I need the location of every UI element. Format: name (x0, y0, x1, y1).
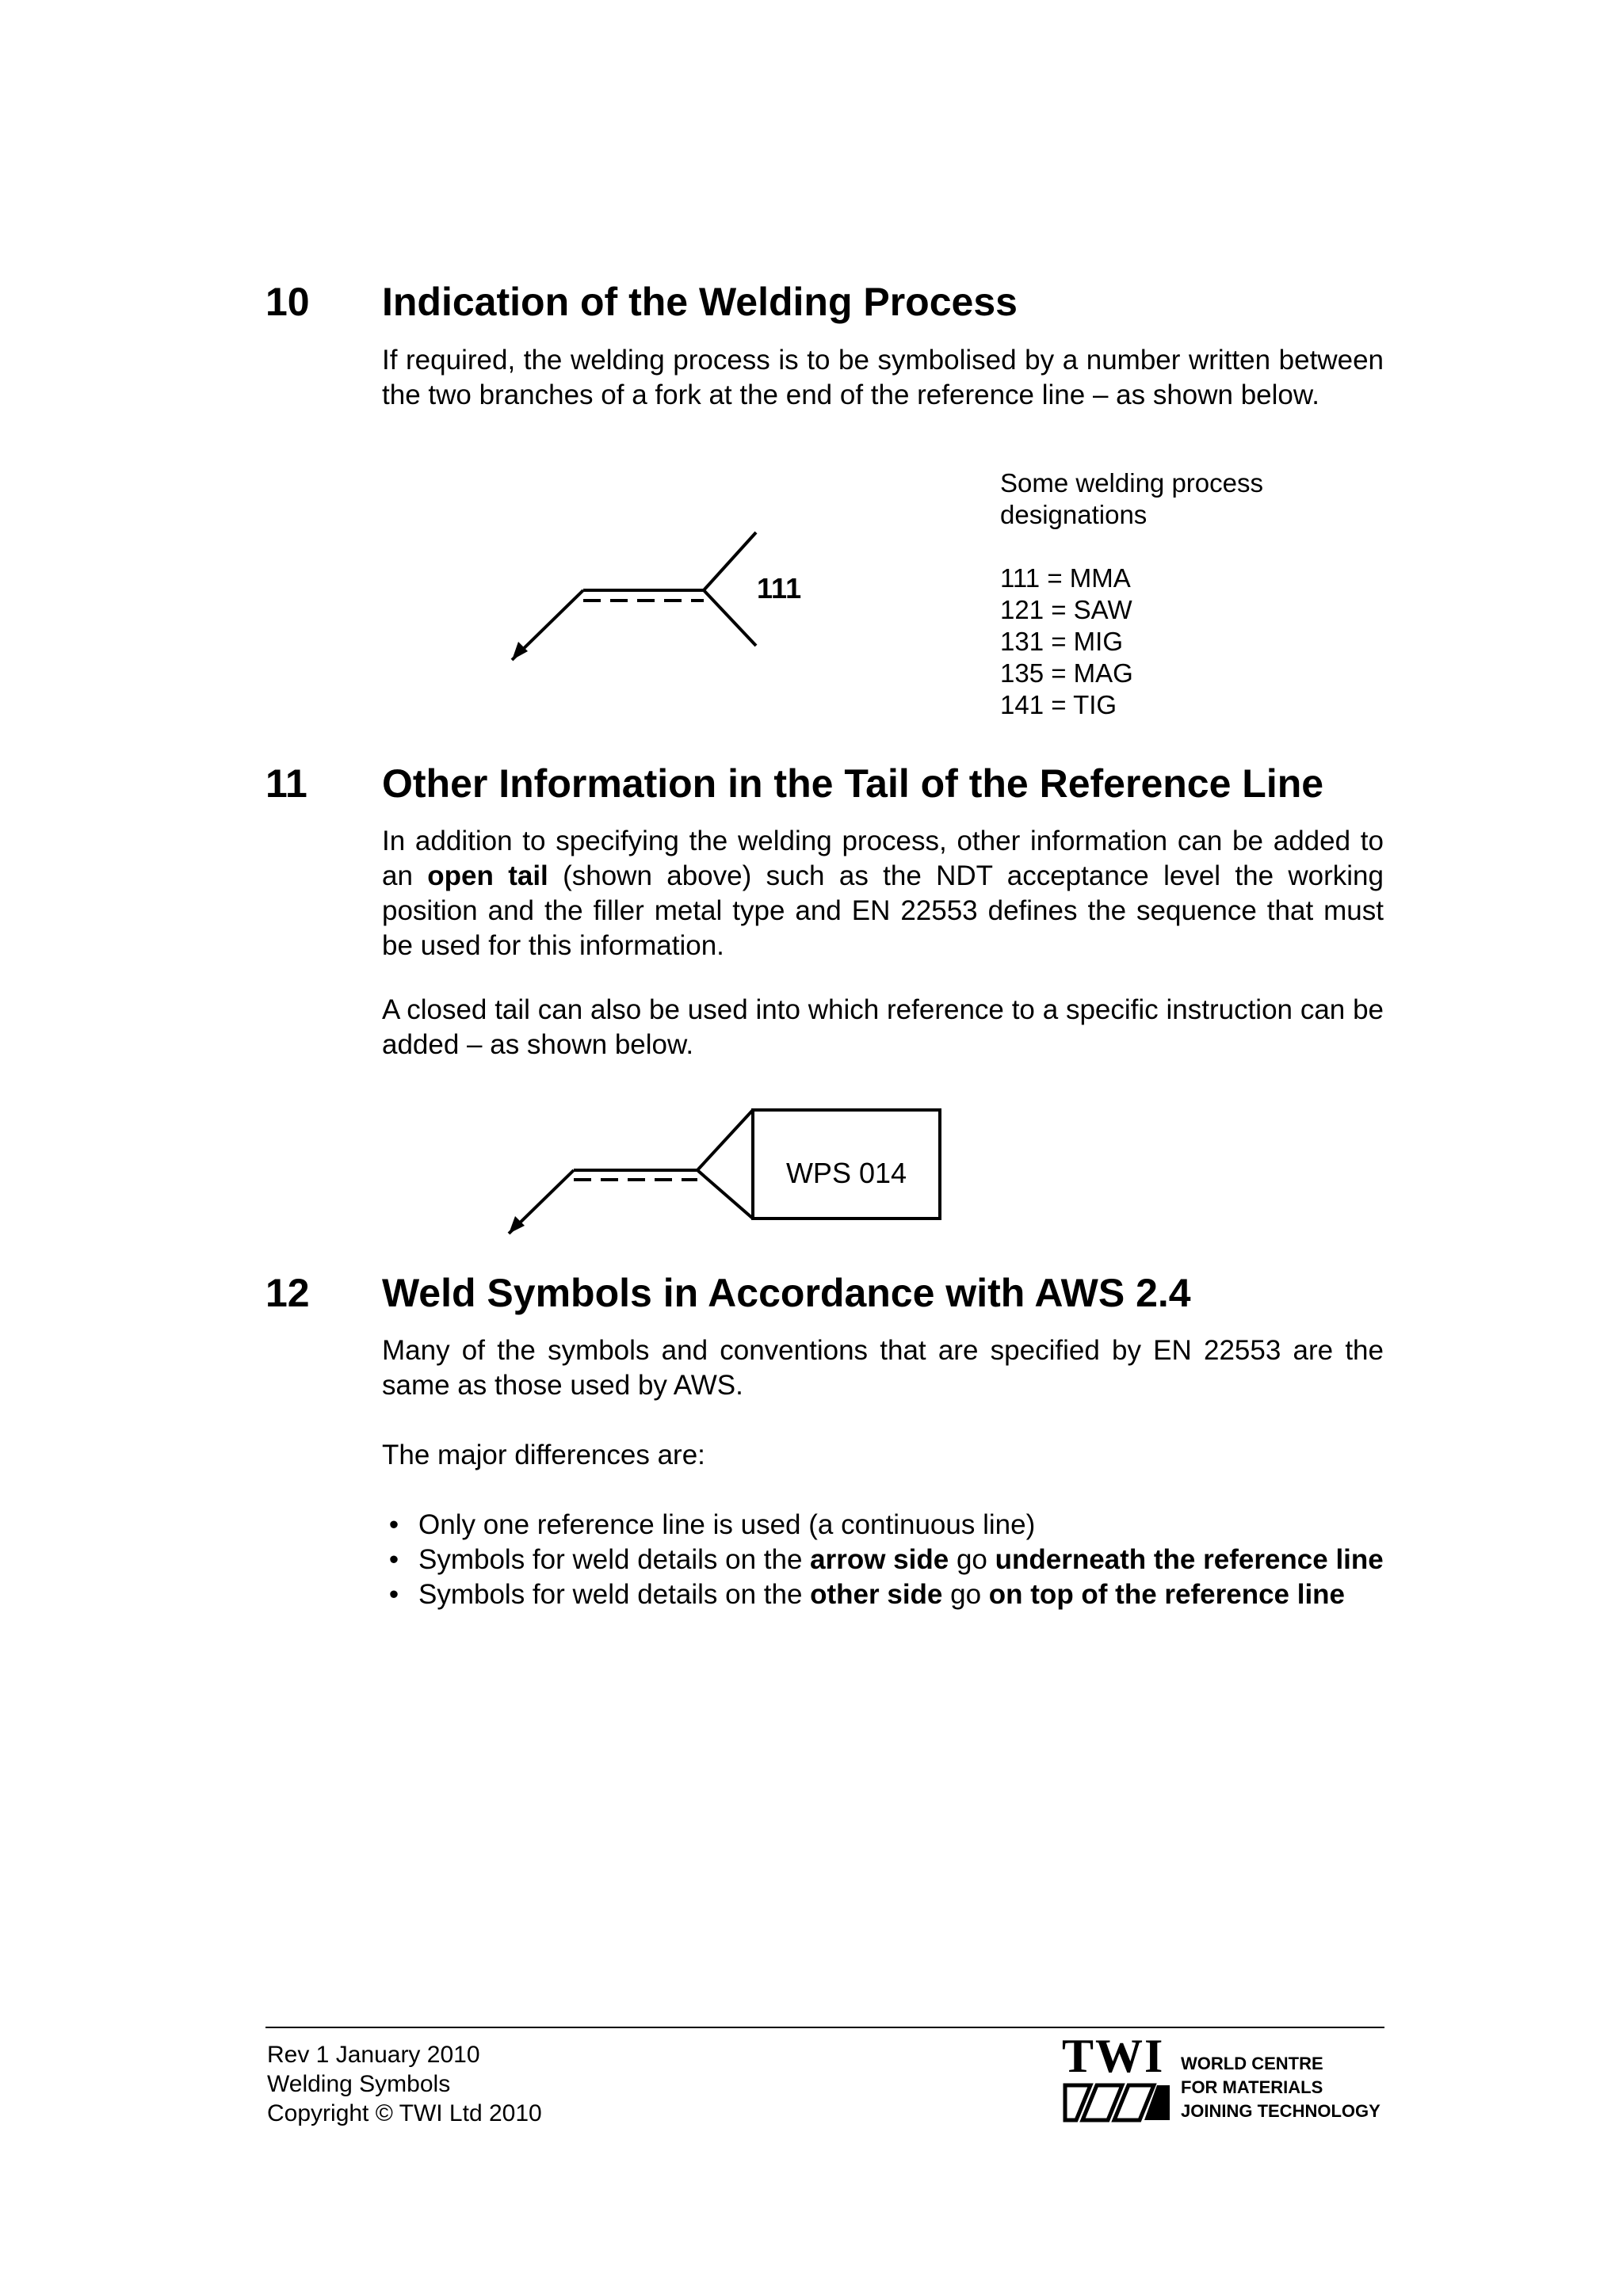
process-number-label: 111 (757, 572, 802, 605)
arrow-head (512, 642, 528, 660)
differences-list (382, 1508, 1384, 1612)
section-title: Weld Symbols in Accordance with AWS 2.4 (382, 1271, 1191, 1315)
designation-item: 111 = MMA (1000, 563, 1131, 593)
section-paragraph: A closed tail can also be used into which reference to a specific instruction can be added – as shown below. (382, 994, 1384, 1060)
section-number: 11 (265, 761, 307, 806)
twi-tagline (1181, 2052, 1381, 2123)
twi-tagline-line: FOR MATERIALS (1181, 2077, 1323, 2097)
designations-heading-line: designations (1000, 500, 1148, 529)
section-paragraph: The major differences are: (382, 1440, 705, 1470)
designation-item: 121 = SAW (1000, 595, 1132, 624)
designation-item: 135 = MAG (1000, 658, 1133, 688)
bold-text-run: underneath the reference line (995, 1544, 1384, 1575)
list-item (382, 1577, 1384, 1612)
fork-lower-branch (704, 590, 756, 646)
section-title: Other Information in the Tail of the Reference Line (382, 761, 1324, 806)
bold-text-run: on top of the reference line (988, 1579, 1346, 1610)
bullet-glyph: • (388, 1544, 399, 1575)
text-run: go (949, 1544, 995, 1575)
section-number: 12 (265, 1271, 310, 1315)
text-run: Only one reference line is used (a continuous line) (418, 1509, 1036, 1540)
list-item (382, 1508, 1384, 1543)
text-run: Symbols for weld details on the (418, 1544, 811, 1575)
bold-text-run: open tail (427, 860, 548, 891)
twi-tagline-line: JOINING TECHNOLOGY (1181, 2101, 1381, 2121)
text-run: In addition to specifying the welding process, other information can be added to an (382, 826, 1384, 891)
text-run: go (942, 1579, 989, 1610)
section-title: Indication of the Welding Process (382, 280, 1018, 324)
fork-upper-branch (704, 532, 756, 590)
footer-divider (265, 2027, 1384, 2028)
bullet-glyph: • (388, 1579, 399, 1610)
footer-document-title: Welding Symbols (267, 2071, 451, 2097)
section-paragraph: If required, the welding process is to be symbolised by a number written between the two branches of a fork at the end of the reference line – as shown below. (382, 345, 1384, 410)
closed-tail-wedge (697, 1110, 753, 1219)
instruction-reference-label: WPS 014 (785, 1157, 907, 1189)
section-paragraph (382, 824, 1384, 963)
designations-list (1000, 563, 1133, 721)
footer-copyright: Copyright © TWI Ltd 2010 (267, 2100, 542, 2126)
text-run: (shown above) such as the NDT acceptance level the working position and the filler metal type and EN 22553 defines the sequence that must be used for this information. (382, 860, 1384, 961)
section-number: 10 (265, 280, 310, 324)
list-item (382, 1543, 1384, 1577)
designation-item: 141 = TIG (1000, 690, 1117, 719)
designations-heading-line: Some welding process (1000, 468, 1263, 498)
footer-left (267, 2040, 542, 2128)
footer-revision: Rev 1 January 2010 (267, 2042, 480, 2068)
text-run: Symbols for weld details on the (418, 1579, 811, 1610)
section-paragraph: Many of the symbols and conventions that are specified by EN 22553 are the same as those used by AWS. (382, 1335, 1384, 1401)
bold-text-run: arrow side (810, 1544, 949, 1575)
bold-text-run: other side (810, 1579, 943, 1610)
designations-heading (1000, 467, 1263, 531)
twi-logo-text: TWI (1062, 2030, 1165, 2082)
designation-item: 131 = MIG (1000, 627, 1123, 656)
twi-tagline-line: WORLD CENTRE (1181, 2054, 1323, 2073)
bullet-glyph: • (388, 1509, 399, 1540)
twi-logo-mark (1062, 2082, 1173, 2123)
